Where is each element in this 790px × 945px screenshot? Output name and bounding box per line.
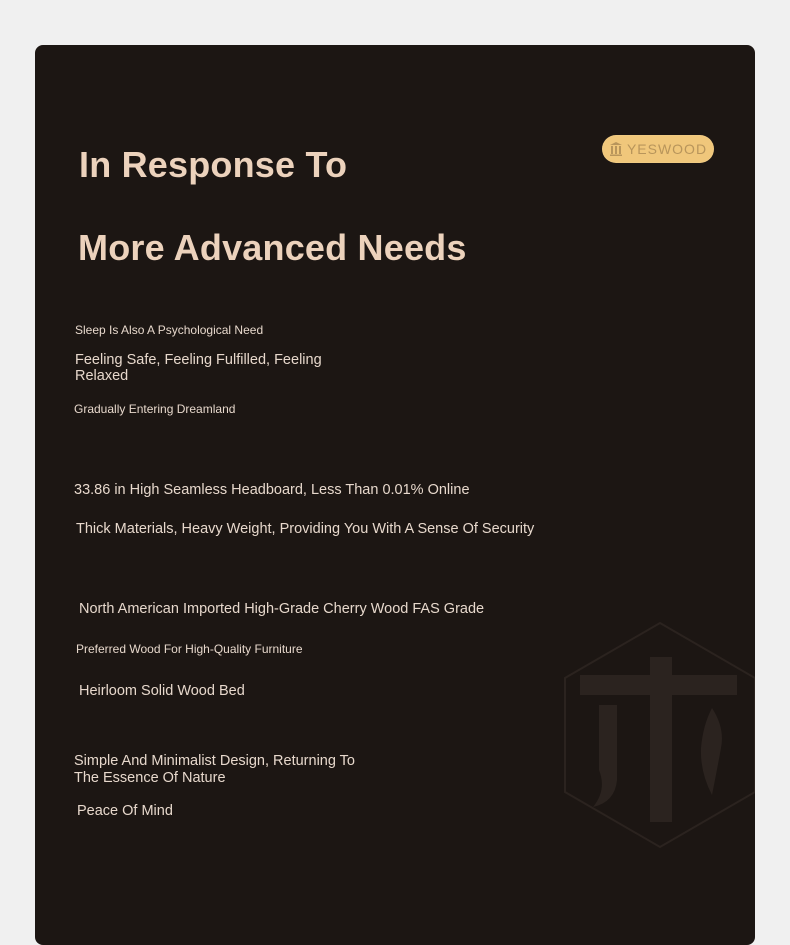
peace-text: Peace Of Mind [77, 803, 173, 819]
page-title-line2: More Advanced Needs [78, 227, 467, 268]
pillar-logo-icon [609, 141, 623, 157]
simple-line1: Simple And Minimalist Design, Returning To [74, 753, 356, 769]
simple-line2: The Essence Of Nature [74, 770, 226, 786]
feeling-line2: Relaxed [75, 368, 129, 384]
page-title-line1: In Response To [79, 144, 348, 185]
brand-watermark-icon [555, 620, 755, 850]
brand-name: YESWOOD [626, 141, 708, 157]
headboard-text: 33.86 in High Seamless Headboard, Less Than 0.01% Online [74, 482, 470, 498]
content-card [35, 45, 755, 945]
dreamland-text: Gradually Entering Dreamland [74, 402, 236, 416]
materials-text: Thick Materials, Heavy Weight, Providing You With A Sense Of Security [76, 521, 535, 537]
feeling-line1: Feeling Safe, Feeling Fulfilled, Feeling [75, 352, 322, 368]
brand-badge[interactable] [602, 135, 714, 163]
cherry-text: North American Imported High-Grade Cherry Wood FAS Grade [79, 601, 485, 617]
preferred-text: Preferred Wood For High-Quality Furniture [76, 642, 303, 656]
sleep-title: Sleep Is Also A Psychological Need [75, 323, 264, 337]
heirloom-text: Heirloom Solid Wood Bed [79, 683, 245, 699]
